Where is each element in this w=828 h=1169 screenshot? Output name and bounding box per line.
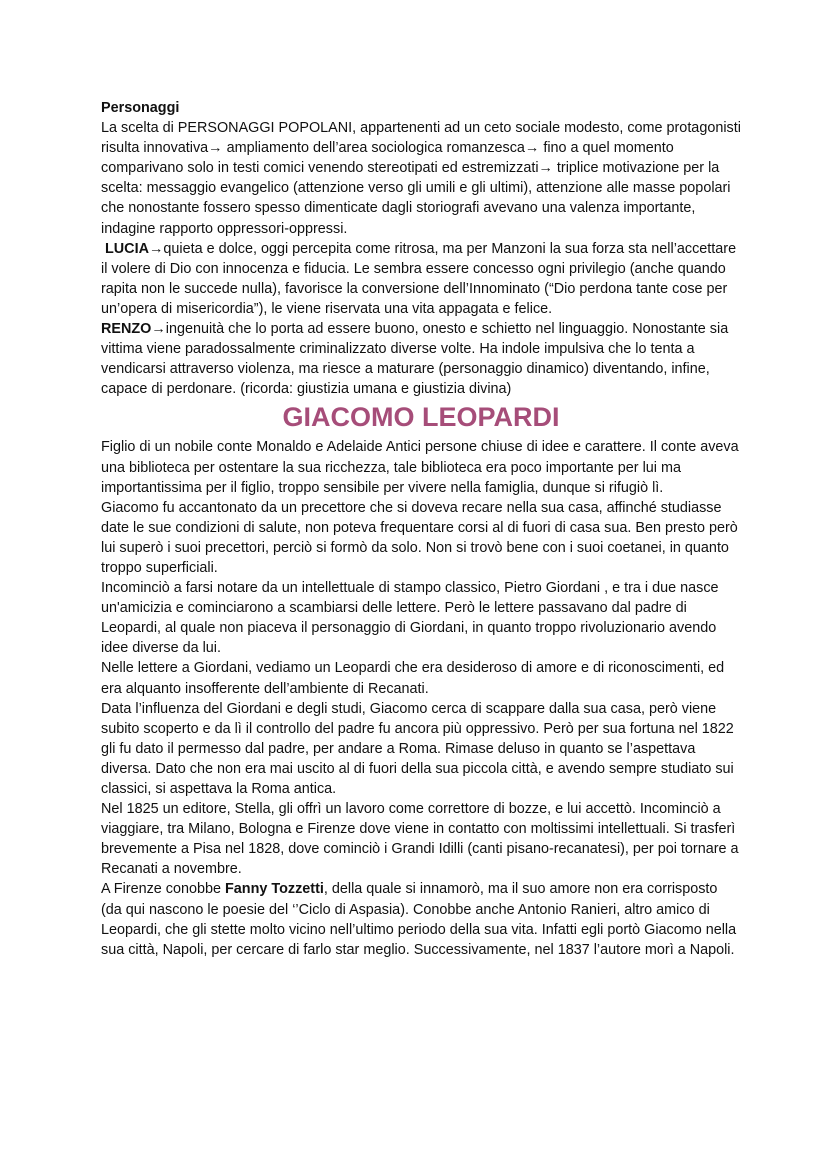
paragraph-lucia xyxy=(101,239,741,319)
document-body xyxy=(101,98,741,960)
paragraph-leopardi-1: Figlio di un nobile conte Monaldo e Adelaide Antici persone chiuse di idee e carattere. Il conte aveva una biblioteca per ostentare la sua ricchezza, tale biblioteca era poco importante per lui ma importantissima per il figlio, troppo sensibile per vivere nella famiglia, dunque si rifugiò lì. xyxy=(101,439,739,496)
lucia-text: →quieta e dolce, oggi percepita come ritrosa, ma per Manzoni la sua forza sta nell’accettare il volere di Dio con innocenza e fiducia. Le sembra essere concesso ogni privilegio (anche quando rapita non le succede nulla), favorisce la conversione dell’Innominato (“Dio perdona tante cose per un’opera di misericordia”), le viene riservata una vita appagata e felice. xyxy=(101,240,737,317)
paragraph-leopardi-6: Nel 1825 un editore, Stella, gli offrì un lavoro come correttore di bozze, e lui accettò. Incominciò a viaggiare, tra Milano, Bologna e Firenze dove viene in contatto con moltissimi intellettuali. Si trasferì brevemente a Pisa nel 1828, dove cominciò i Grandi Idilli (canti pisano-recanatesi), per poi tornare a Recanati a novembre. xyxy=(101,801,739,878)
renzo-name: RENZO xyxy=(101,321,152,338)
paragraph-leopardi-3: Incominciò a farsi notare da un intellettuale di stampo classico, Pietro Giordani , e tra i due nasce un'amicizia e cominciarono a scambiarsi delle lettere. Però le lettere passavano dal padre di Leopardi, al quale non piaceva il personaggio di Giordani, in quanto troppo rivoluzionario avendo idee diverse da lui. xyxy=(101,580,719,657)
paragraph-leopardi-2: Giacomo fu accantonato da un precettore che si doveva recare nella sua casa, affinché studiasse date le sue condizioni di salute, non poteva frequentare corsi al di fuori di casa sua. Ben presto però lui superò i suoi precettori, perciò si formò da solo. Non si trovò bene con i suoi coetanei, in quanto troppo superficiali. xyxy=(101,499,738,576)
paragraph-leopardi-4: Nelle lettere a Giordani, vediamo un Leopardi che era desideroso di amore e di riconoscimenti, ed era alquanto insofferente dell’ambiente di Recanati. xyxy=(101,660,725,697)
p7-before: A Firenze conobbe xyxy=(101,881,225,898)
p7-after: , della quale si innamorò, ma il suo amore non era corrisposto (da qui nascono le poesie del ‘’Ciclo di Aspasia). Conobbe anche Antonio Ranieri, altro amico di Leopardi, che gli stette molto vicino nell’ultimo periodo della sua vita. Infatti egli portò Giacomo nella sua città, Napoli, per cercare di farlo star meglio. Successivamente, nel 1837 l’autore morì a Napoli. xyxy=(101,881,737,958)
section-heading-personaggi: Personaggi xyxy=(101,100,180,116)
paragraph-renzo xyxy=(101,319,741,399)
renzo-text: →ingenuità che lo porta ad essere buono, onesto e schietto nel linguaggio. Nonostante sia vittima viene paradossalmente criminalizzato diverse volte. Ha indole impulsiva che lo tenta a vendicarsi attraverso violenza, ma riesce a maturare (personaggio dinamico) diventando, infine, capace di perdonare. (ricorda: giustizia umana e giustizia divina) xyxy=(101,321,729,398)
paragraph-leopardi-5: Data l’influenza del Giordani e degli studi, Giacomo cerca di scappare dalla sua casa, però viene subito scoperto e da lì il controllo del padre fu ancora più oppressivo. Però per sua fortuna nel 1822 gli fu dato il permesso dal padre, per andare a Roma. Rimase deluso in quanto se l’aspettava diversa. Dato che non era mai uscito al di fuori della sua piccola città, e avendo sempre studiato sui classici, si aspettava la Roma antica. xyxy=(101,700,734,797)
paragraph-personaggi-intro: La scelta di PERSONAGGI POPOLANI, appartenenti ad un ceto sociale modesto, come protagonisti risulta innovativa→ ampliamento dell’area sociologica romanzesca→ fino a quel momento comparivano solo in testi comici venendo stereotipati ed estremizzati→ triplice motivazione per la scelta: messaggio evangelico (attenzione verso gli umili e gli ultimi), attenzione alle masse popolari che nonostante fossero spesso dimenticate dagli storiografi avevano una valenza importante, indagine rapporto oppressori-oppressi. xyxy=(101,120,741,237)
lucia-name: LUCIA xyxy=(105,240,149,257)
paragraph-leopardi-7 xyxy=(101,879,741,959)
section-title-leopardi: GIACOMO LEOPARDI xyxy=(282,402,560,433)
fanny-tozzetti-name: Fanny Tozzetti xyxy=(225,881,324,898)
